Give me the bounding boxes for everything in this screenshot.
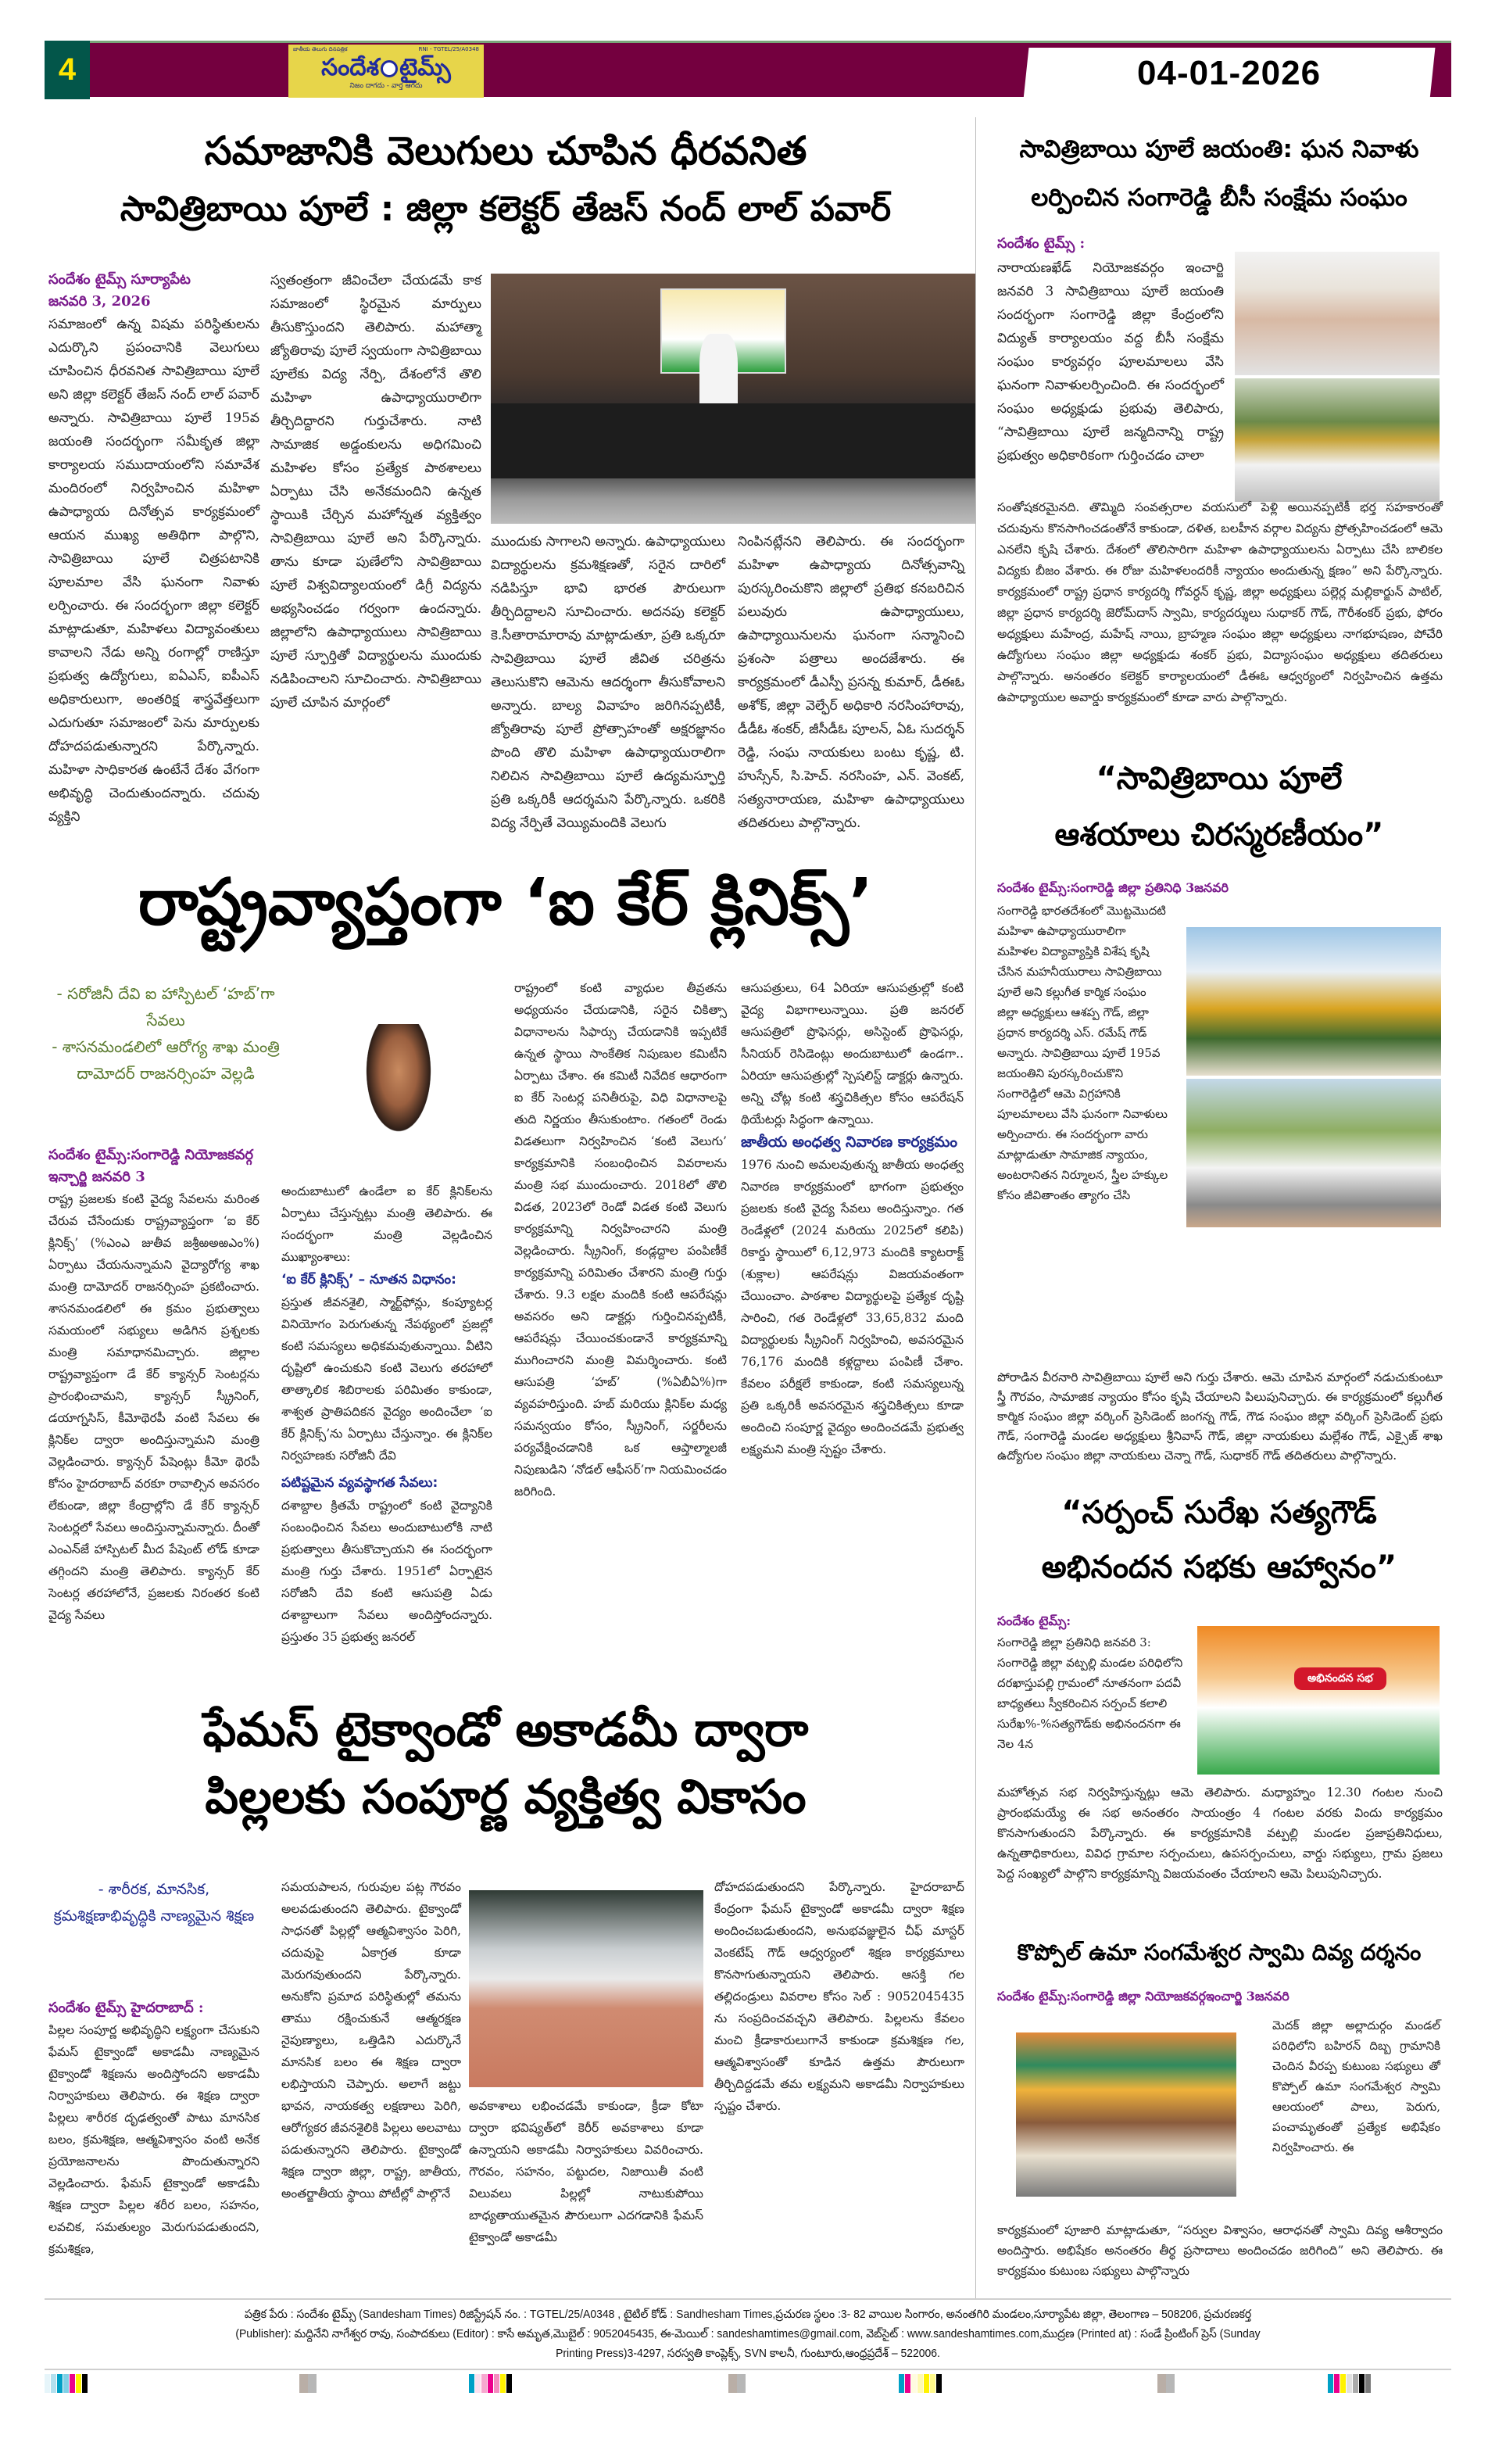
headline-line-1: “సర్పంచ్ సురేఖ సత్యగౌడ్ (1061, 1495, 1377, 1531)
eye-care-col-1 (48, 1144, 259, 1649)
article-body: దోహదపడుతుందని పేర్కొన్నారు. హైదరాబాద్ కేంద్రంగా ఫేమస్ టైక్వాండో అకాడమీ ద్వారా శిక్షణ అందించబడుతుందని, అనుభవజ్ఞులైన చీఫ్ మాస్టర్ వెంకటేష్ గౌడ్ ఆధ్వర్యంలో శిక్షణ కార్యక్రమాలు కొనసాగుతున్నాయని తెలిపారు. ఆసక్తి గల తల్లిదండ్రులు వివరాల కోసం సెల్ : 9052045435 ను సంప్రదించవచ్చని తెలిపారు. పిల్లలను కేవలం మంచి క్రీడాకారులుగానే కాకుండా క్రమశిక్షణ గల, ఆత్మవిశ్వాసంతో కూడిన ఉత్తమ పౌరులుగా తీర్చిదిద్దడమే తమ లక్ష్యమని అకాడమీ నిర్వాహకులు స్పష్టం చేశారు. (714, 1880, 964, 2113)
abhinandana-sabha-flyer (1197, 1626, 1440, 1775)
subhead: - సరోజినీ దేవి ఐ హాస్పిటల్ ‘హబ్’గా సేవలు (56, 984, 275, 1030)
dateline: సందేశం టైమ్స్:సంగారెడ్డి నియోజకవర్గ ఇన్చార్జి జనవరి 3 (48, 1147, 254, 1185)
print-color-bar (469, 2374, 513, 2393)
article-sarpanch-side (997, 1632, 1185, 1789)
headline-eye-care-clinics: రాష్ట్రవ్యాప్తంగా ‘ఐ కేర్ క్లినిక్స్’ (138, 865, 874, 940)
taekwondo-training-photo (469, 1890, 703, 2087)
article-body: అందుబాటులో ఉండేలా ఐ కేర్ క్లినిక్‌లను ఏర్పాటు చేస్తున్నట్లు మంత్రి తెలిపారు. ఈ సందర్భంగా మంత్రి వెల్లడించిన ముఖ్యాంశాలు: (281, 1184, 492, 1264)
newspaper-logo[interactable] (288, 45, 484, 98)
eye-care-col-2 (281, 1180, 492, 1644)
footer-divider (45, 2298, 1451, 2300)
headline-line-1: ఫేమస్ టైక్వాండో అకాడమీ ద్వారా (202, 1703, 809, 1757)
article-body: సంగారెడ్డి జిల్లా ప్రతినిధి జనవరి 3: సంగారెడ్డి జిల్లా వట్పల్లి మండల పరిధిలోని దరఖాస్తుపల్లి గ్రామంలో నూతనంగా పదవీ బాధ్యతలు స్వీకరించిన సర్పంచ్ కలాలి సురేఖ%-%సత్యగౌడ్‌కు అభినందనగా ఈ నెల 4న (997, 1635, 1183, 1751)
article-body: పిల్లల సంపూర్ణ అభివృద్ధిని లక్ష్యంగా చేసుకుని ఫేమస్ టైక్వాండో అకాడమీ నాణ్యమైన టైక్వాండో శిక్షణను అందిస్తోందని అకాడమీ నిర్వాహకులు తెలిపారు. ఈ శిక్షణ ద్వారా పిల్లలు శారీరక దృఢత్వంతో పాటు మానసిక బలం, క్రమశిక్షణ, ఆత్మవిశ్వాసం వంటి అనేక ప్రయోజనాలను పొందుతున్నారని వెల్లడించారు. ఫేమస్ టైక్వాండో అకాడమీ శిక్షణ ద్వారా పిల్లల శరీర బలం, సహనం, లవచిక, సమతుల్యం మెరుగుపడుతుందని, క్రమశిక్షణ, (48, 2023, 259, 2256)
article-body: సంతోషకరమైనది. తొమ్మిది సంవత్సరాల వయసులో పెళ్లి అయినప్పటికీ భర్త సహకారంతో చదువును కొనసాగించడంతోనే కాకుండా, దళిత, బలహీన వర్గాల విద్యను ప్రోత్సహించడంలో ఆమె ఎనలేని కృషి చేశారు. దేశంలో తొలిసారిగా మహిళా ఉపాధ్యాయులను ఏర్పాటు చేసి బాలికల విద్యకు బీజం వేశారు. ఈ రోజు మహిళలందరికీ న్యాయం అందుతున్న క్షణం” అని పేర్కొన్నారు. కార్యక్రమంలో రాష్ట్ర ప్రధాన కార్యదర్శి గోవర్ధన్ కృష్ణ, జిల్లా అధ్యక్షులు పల్లెర్ల మల్లికార్జున్ పాటిల్, జిల్లా ప్రధాన కార్యదర్శి జెరోమ్‌దాస్ స్వామి, కార్యదర్శులు సుధాకర్ గౌడ్, గౌరీశంకర్ ప్రభు, ఫోరం అధ్యక్షులు మహేంద్ర, మహేష్ నాయి, బ్రాహ్మణ సంఘం జిల్లా అధ్యక్షులు నాగభూషణం, పోచేరి ఉద్యోగులు సంఘం జిల్లా అధ్యక్షుడు శంకర్ ప్రభు, విద్యాసంఘం అధ్యక్షులు తదితరులు పాల్గొన్నారు. అనంతరం కలెక్టర్ కార్యాలయంలో డీఈఓ ఆధ్వర్యంలో నిర్వహించిన ఉత్తమ ఉపాధ్యాయుల అవార్డు కార్యక్రమంలో కూడా వారు పాల్గొన్నారు. (997, 500, 1443, 704)
article-temple-full (997, 2220, 1443, 2283)
article-body: ఆసుపత్రులు, 64 ఏరియా ఆసుపత్రుల్లో కంటి వైద్య విభాగాలున్నాయి. ప్రతి జనరల్ ఆసుపత్రిలో ప్రొఫెసర్లు, అసిస్టెంట్ ప్రొఫెసర్లు, సీనియర్ రెసిడెంట్లు అందుబాటులో ఉండగా.. ఏరియా ఆసుపత్రుల్లో స్పెషలిస్ట్ డాక్టర్లు ఉన్నారు. అన్ని చోట్ల కంటి శస్త్రచికిత్సల కోసం ఆపరేషన్ థియేటర్లు సిద్ధంగా ఉన్నాయి. (741, 981, 964, 1126)
imprint-line: Printing Press)3-4297, సరస్వతి కాంప్లెక్స్, SVN కాలనీ, గుంటూరు,ఆంధ్రప్రదేశ్ – 522006. (556, 2347, 940, 2360)
dateline: సందేశం టైమ్స్ : (997, 235, 1086, 252)
subhead: - శారీరక, మానసిక, క్రమశిక్షణాభివృద్ధికి నాణ్యమైన శిక్షణ (53, 1881, 255, 1925)
headline-line-2: పిల్లలకు సంపూర్ణ వ్యక్తిత్వ వికాసం (205, 1770, 807, 1825)
imprint-line: (Publisher): మద్దినేని నాగేశ్వర రావు, సంపాదకులు (Editor) : కాసే అమృత,మొబైల్ : 9052045435, ఈ-మెయిల్ : sandeshamtimes@gmail.com, వెబ్‌సైట్ : www.sandeshamtimes.com,ముద్రణ (Printed at) : సండే ప్రింటింగ్ ప్రెస్ (Sunday (235, 2327, 1261, 2340)
article-body: మెదక్ జిల్లా అల్లాదుర్గం మండల్ పరిధిలోని బహిరన్ దిబ్బ గ్రామానికి చెందిన వీరప్ప కుటుంబ సభ్యులు తో కొప్పోల్ ఉమా సంగమేశ్వర స్వామి ఆలయంలో పాలు, పెరుగు, పంచామృతంతో ప్రత్యేక అభిషేకం నిర్వహించారు. ఈ (1272, 2018, 1440, 2154)
issue-date-box (1024, 48, 1436, 99)
taekwondo-col-4 (714, 1876, 964, 2290)
dateline: సందేశం టైమ్స్ హైదరాబాద్ : (48, 2000, 204, 2016)
article-bc-sangham-side (997, 256, 1224, 491)
print-color-bar (1328, 2374, 1372, 2393)
savitribai-statue-garland-photo (1186, 927, 1441, 1076)
article-bc-sangham-full (997, 497, 1443, 732)
article-body: మహోత్సవ సభ నిర్వహిస్తున్నట్లు ఆమె తెలిపారు. మధ్యాహ్నం 12.30 గంటల నుంచి ప్రారంభమయ్యే ఈ సభ అనంతరం సాయంత్రం 4 గంటల వరకు విందు కార్యక్రమం కొనసాగుతుందని పేర్కొన్నారు. ఈ కార్యక్రమానికి వట్పల్లి మండల ప్రజాప్రతినిధులు, ఉన్నతాధికారులు, వివిధ గ్రామాల సర్పంచులు, ఉపసర్పంచులు, వార్డు సభ్యులు, గ్రామ ప్రజలు పెద్ద సంఖ్యలో పాల్గొని కార్యక్రమాన్ని విజయవంతం చేయాలని ఆమె పిలుపునిచ్చారు. (997, 1785, 1443, 1881)
dateline: సందేశం టైమ్స్: (997, 1613, 1071, 1628)
article-body: స్వతంత్రంగా జీవించేలా చేయడమే కాక సమాజంలో స్థిరమైన మార్పులు తీసుకొస్తుందని తెలిపారు. మహాత్మా జ్యోతిరావు పూలే స్వయంగా సావిత్రిబాయి పూలేకు విద్య నేర్పి, దేశంలోనే తొలి మహిళా ఉపాధ్యాయురాలిగా తీర్చిదిద్దారని గుర్తుచేశారు. నాటి సామాజిక అడ్డంకులను అధిగమించి మహిళల కోసం ప్రత్యేక పాఠశాలలు ఏర్పాటు చేసి అనేకమందిని ఉన్నత స్థాయికి చేర్చిన మహోన్నత వ్యక్తిత్వం సావిత్రిబాయి పూలే అని పేర్కొన్నారు. తాను కూడా పుణేలోని సావిత్రిబాయి పూలే విశ్వవిద్యాలయంలో డిగ్రీ విద్యను అభ్యసించడం గర్వంగా ఉందన్నారు. జిల్లాలోని ఉపాధ్యాయులు సావిత్రిబాయి పూలే స్ఫూర్తితో విద్యార్థులను ముందుకు నడిపించాలని సూచించారు. సావిత్రిబాయి పూలే చూపిన మార్గంలో (270, 273, 481, 711)
article-body: రాష్ట్రంలో కంటి వ్యాధుల తీవ్రతను అధ్యయనం చేయడానికి, సరైన చికిత్సా విధానాలను సిఫార్సు చేయడానికి ఇప్పటికే ఉన్నత స్థాయి సాంకేతిక నిపుణుల కమిటీని ఏర్పాటు చేశాం. ఈ కమిటీ నివేదిక ఆధారంగా ఐ కేర్ సెంటర్ల పనితీరుపై, విధి విధానాలపై తుది నిర్ణయం తీసుకుంటాం. గతంలో రెండు విడతలుగా నిర్వహించిన ‘కంటి వెలుగు’ కార్యక్రమానికి సంబంధించిన వివరాలను మంత్రి సభ ముందుంచారు. 2018లో తొలి విడత, 2023లో రెండో విడత కంటి వెలుగు కార్యక్రమాన్ని నిర్వహించారని మంత్రి వెల్లడించారు. స్క్రీనింగ్, కండ్లద్దాల పంపిణీకే కార్యక్రమాన్ని పరిమితం చేశారని మంత్రి గుర్తు చేశారు. 9.3 లక్షల మందికి కంటి ఆపరేషన్లు అవసరం అని డాక్టర్లు గుర్తించినప్పటికీ, ఆపరేషన్లు చేయించకుండానే కార్యక్రమాన్ని ముగించారని మంత్రి విమర్శించారు. కంటి ఆసుపత్రి ‘హబ్’ (%ఏబీఏ%)గా వ్యవహరిస్తుంది. హబ్ మరియు క్లినిక్‌ల మధ్య సమన్వయం కోసం, స్క్రీనింగ్, సర్జరీలను పర్యవేక్షించడానికి ఒక ఆప్తాల్మాలజీ నిపుణుడిని ‘నోడల్ ఆఫీసర్’గా నియమించడం జరిగింది. (514, 981, 727, 1499)
article-body: పోరాడిన వీరనారి సావిత్రిబాయి పూలే అని గుర్తు చేశారు. ఆమె చూపిన మార్గంలో నడుచుకుంటూ స్త్రీ గౌరవం, సామాజిక న్యాయం కోసం కృషి చేయాలని పిలుపునిచ్చారు. ఈ కార్యక్రమంలో కల్లుగీత కార్మిక సంఘం జిల్లా వర్కింగ్ ప్రెసిడెంట్ జంగన్న గౌడ్, గౌడ సంఘం జిల్లా వర్కింగ్ ప్రెసిడెంట్ ప్రభు గౌడ్, సంగారెడ్డి మండల అధ్యక్షులు శ్రీనివాస్ గౌడ్, జిల్లా నాయకులు మల్లేశం గౌడ్, ఎక్సైజ్ శాఖ ఉద్యోగుల సంఘం జిల్లా నాయకులు చెన్నా గౌడ్, సుధాకర్ గౌడ్ తదితరులు పాల్గొన్నారు. (997, 1370, 1443, 1463)
article-body: ముందుకు సాగాలని అన్నారు. ఉపాధ్యాయులు విద్యార్థులను క్రమశిక్షణతో, సరైన దారిలో నడిపిస్తూ భావి భారత పౌరులుగా తీర్చిదిద్దాలని సూచించారు. అదనపు కలెక్టర్ కె.సీతారామారావు మాట్లాడుతూ, ప్రతి ఒక్కరూ సావిత్రిబాయి పూలే జీవిత చరిత్రను తెలుసుకొని ఆమెను ఆదర్శంగా తీసుకోవాలని అన్నారు. బాల్య వివాహం జరిగినప్పటికీ, జ్యోతిరావు పూలే ప్రోత్సాహంతో అక్షరజ్ఞానం పొంది తొలి మహిళా ఉపాధ్యాయురాలిగా నిలిచిన సావిత్రిబాయి పూలే ఉద్యమస్ఫూర్తి ప్రతి ఒక్కరికీ ఆదర్శమని పేర్కొన్నారు. ఒకరికి విద్య నేర్పితే వెయ్యిమందికి వెలుగు (491, 534, 725, 831)
article-savitribai-col-2 (270, 269, 481, 871)
print-color-bar (45, 2374, 88, 2393)
headline-sarpanch (985, 1485, 1454, 1595)
logo-subtitle: జాతీయ తెలుగు దినపత్రిక (293, 46, 348, 52)
print-gray-patch (728, 2374, 746, 2393)
headline-savitribai-collector-1: సమాజానికి వెలుగులు చూపిన ధీరవనిత (204, 128, 807, 174)
logo-rni-number: RNI - TGTEL/25/A0348 (418, 46, 479, 52)
print-gray-patch (1157, 2374, 1175, 2393)
article-body: సంగారెడ్డి భారతదేశంలో మొట్టమొదటి మహిళా ఉపాధ్యాయురాలిగా మహిళల విద్యావ్యాప్తికి విశేష కృషి చేసిన మహనీయురాలు సావిత్రిబాయి పూలే అని కల్లుగీత కార్మిక సంఘం జిల్లా అధ్యక్షులు ఆశప్ప గౌడ్, జిల్లా ప్రధాన కార్యదర్శి ఎస్. రమేష్ గౌడ్ అన్నారు. సావిత్రిబాయి పూలే 195వ జయంతిని పురస్కరించుకొని సంగారెడ్డిలో ఆమె విగ్రహానికి పూలమాలలు వేసి ఘనంగా నివాళులు అర్పించారు. ఈ సందర్భంగా వారు మాట్లాడుతూ సామాజిక న్యాయం, అంటరానితన నిర్మూలన, స్త్రీల హక్కుల కోసం జీవితాంతం త్యాగం చేసి (997, 904, 1168, 1202)
article-ideals-full (997, 1368, 1443, 1485)
article-body: సమాజంలో ఉన్న విషమ పరిస్థితులను ఎదుర్కొని ప్రపంచానికి వెలుగులు చూపించిన ధీరవనిత సావిత్రిబాయి పూలే అని జిల్లా కలెక్టర్ తేజస్ నంద్ లాల్ పవార్ అన్నారు. సావిత్రిబాయి పూలే 195వ జయంతి సందర్భంగా సమీకృత జిల్లా కార్యాలయ సముదాయంలోని సమావేశ మందిరంలో నిర్వహించిన మహిళా ఉపాధ్యాయ దినోత్సవ కార్యక్రమంలో ఆయన ముఖ్య అతిథిగా పాల్గొని, సావిత్రిబాయి పూలే చిత్రపటానికి పూలమాల వేసి ఘనంగా నివాళు లర్పించారు. ఈ సందర్భంగా జిల్లా కలెక్టర్ మాట్లాడుతూ, మహిళలు విద్యావంతులు కావాలని నేడు అన్ని రంగాల్లో రాణిస్తూ ప్రభుత్వ ఉద్యోగులు, ఐఏఎస్, ఐపీఎస్ అధికారులుగా, అంతరిక్ష శాస్త్రవేత్తలుగా ఎదుగుతూ సమాజంలో పెను మార్పులకు దోహదపడుతున్నారని పేర్కొన్నారు. మహిళా సాధికారత ఉంటేనే దేశం వేగంగా అభివృద్ధి చెందుతుందన్నారు. చదువు వ్యక్తిని (48, 317, 259, 825)
headline-line-2: లర్పించిన సంగారెడ్డి బీసీ సంక్షేమ సంఘం (1031, 184, 1408, 212)
eye-care-subheads (48, 980, 283, 1087)
bc-sangham-statue-photo (1235, 378, 1440, 502)
print-color-bar (899, 2374, 943, 2393)
article-body: సమయపాలన, గురువుల పట్ల గౌరవం అలవడుతుందని తెలిపారు. టైక్వాండో సాధనతో పిల్లల్లో ఆత్మవిశ్వాసం పెరిగి, చదువుపై ఏకాగ్రత కూడా మెరుగవుతుందని పేర్కొన్నారు. అనుకోని ప్రమాద పరిస్థితుల్లో తమను తాము రక్షించుకునే ఆత్మరక్షణ నైపుణ్యాలు, ఒత్తిడిని ఎదుర్కొనే మానసిక బలం ఈ శిక్షణ ద్వారా లభిస్తాయని చెప్పారు. అలాగే జట్టు భావన, నాయకత్వ లక్షణాలు పెరిగి, ఆరోగ్యకర జీవనశైలికి పిల్లలు అలవాటు పడుతున్నారని తెలిపారు. టైక్వాండో శిక్షణ ద్వారా జిల్లా, రాష్ట్ర, జాతీయ, అంతర్జాతీయ స్థాయి పోటీల్లో పాల్గొనే (281, 1880, 461, 2201)
masthead (45, 41, 1451, 97)
dateline: సందేశం టైమ్స్:సంగారెడ్డి జిల్లా ప్రతినిధి 3జనవరి (997, 880, 1229, 895)
subhead: - శాసనమండలిలో ఆరోగ్య శాఖ మంత్రి దామోదర్ రాజనర్సింహ వెల్లడి (52, 1037, 280, 1083)
headline-taekwondo (45, 1696, 967, 1831)
taekwondo-col-1 (48, 1997, 259, 2301)
column-divider (975, 117, 976, 2298)
issue-date: 04-01-2026 (1137, 54, 1322, 92)
print-gray-patch (299, 2374, 317, 2393)
taekwondo-subhead (48, 1876, 259, 1929)
collector-meeting-photo (491, 274, 975, 524)
article-ideals-side (997, 901, 1169, 1370)
taekwondo-col-2 (281, 1876, 461, 2290)
headline-bc-sangham (985, 125, 1454, 222)
dateline-date: జనవరి 3, 2026 (48, 293, 151, 310)
imprint (94, 2305, 1402, 2363)
article-body: కార్యక్రమంలో పూజారి మాట్లాడుతూ, “సర్వుల విశ్వాసం, ఆరాధనతో స్వామి దివ్య ఆశీర్వాదం అందిస్తారు. అభిషేకం అనంతరం తీర్థ ప్రసాదాలు అందించడం జరిగింది” అని తెలిపారు. ఈ కార్యక్రమం కుటుంబ సభ్యులు పాల్గొన్నారు (997, 2223, 1443, 2278)
taekwondo-col-3 (469, 2095, 703, 2290)
inline-subhead: జాతీయ అంధత్వ నివారణ కార్యక్రమం (741, 1134, 957, 1151)
eye-care-col-4 (741, 977, 964, 1560)
article-savitribai-col-4 (738, 530, 964, 831)
headline-line-1: సావిత్రిబాయి పూలే జయంతి: ఘన నివాళు (1019, 135, 1419, 163)
logo-name-left: సందేశ (321, 54, 380, 81)
clock-icon (381, 60, 398, 77)
headline-line-2: ఆశయాలు చిరస్మరణీయం” (1054, 817, 1384, 853)
inline-subhead: ‘ఐ కేర్ క్లినిక్స్’ – నూతన విధానం: (281, 1272, 456, 1288)
headline-line-2: అభినందన సభకు ఆహ్వానం” (1041, 1549, 1397, 1585)
article-savitribai-col-1 (48, 269, 259, 871)
page-number: 4 (45, 41, 90, 99)
dais-table (491, 403, 975, 478)
logo-name-right: టైమ్స్ (399, 54, 451, 81)
footer-divider (45, 2369, 1451, 2370)
dateline: సందేశం టైమ్స్ సూర్యాపేట (48, 271, 191, 288)
kallugeetha-members-photo (1186, 1079, 1441, 1227)
imprint-line: పత్రిక పేరు : సందేశం టైమ్స్ (Sandesham Times) రిజిస్ట్రేషన్ నం. : TGTEL/25/A0348 , టైటిల్ కోడ్ : Sandhesham Times,ప్రచురణ స్థలం :3- 82 వాయిల సింగారం, అనంతగిరి మండలం,సూర్యాపేట జిల్లా, తెలంగాణ – 508206, ప్రచురణకర్త (244, 2308, 1252, 2321)
article-body: నారాయణఖేడ్ నియోజకవర్గం ఇంచార్జి జనవరి 3 సావిత్రిబాయి పూలే జయంతి సందర్భంగా సంగారెడ్డి జిల్లా కేంద్రంలోని విద్యుత్ కార్యాలయం వద్ద బీసీ సంక్షేమ సంఘం కార్యవర్గం పూలమాలలు వేసి ఘనంగా నివాళులర్పించింది. ఈ సందర్భంలో సంఘం అధ్యక్షుడు ప్రభువు తెలిపారు, “సావిత్రిబాయి పూలే జన్మదినాన్ని రాష్ట్ర ప్రభుత్వం అధికారికంగా గుర్తించడం చాలా (997, 260, 1224, 464)
minister-portrait-photo (361, 1024, 436, 1141)
flyer-title: అభినందన సభ (1294, 1667, 1386, 1690)
bc-sangham-group-photo (1235, 252, 1440, 375)
inline-subhead: పటిష్టమైన వ్యవస్థాగత సేవలు: (281, 1475, 438, 1491)
headline-savitribai-ideals (985, 750, 1454, 863)
logo-tagline: నిజం దాగదు - వార్త ఆగదు (349, 82, 423, 90)
article-body: దశాబ్దాల క్రితమే రాష్ట్రంలో కంటి వైద్యానికి సంబంధించిన సేవలు అందుబాటులోకి నాటి ప్రభుత్వాలు తీసుకొచ్చాయని ఈ సందర్భంగా మంత్రి గుర్తు చేశారు. 1951లో ఏర్పాటైన సరోజినీ దేవి కంటి ఆసుపత్రి ఏడు దశాబ్దాలుగా సేవలు అందిస్తోందన్నారు. ప్రస్తుతం 35 ప్రభుత్వ జనరల్ (281, 1499, 492, 1644)
article-body: రాష్ట్ర ప్రజలకు కంటి వైద్య సేవలను మరింత చేరువ చేసేందుకు రాష్ట్రవ్యాప్తంగా ‘ఐ కేర్ క్లినిక్స్’ (%ఎం‌ఎ జుతీవ జశ్రీఱఅఱఎం%) ఏర్పాటు చేయనున్నామని వైద్యారోగ్య శాఖ మంత్రి దామోదర్ రాజనర్సింహ ప్రకటించారు. శాసనమండలిలో ఈ క్రమం ప్రభుత్వాలు సమయంలో సభ్యులు అడిగిన ప్రశ్నలకు మంత్రి సమాధానమిచ్చారు. జిల్లాల రాష్ట్రవ్యాప్తంగా డే కేర్ క్యాన్సర్ సెంటర్లను ప్రారంభించామని, క్యాన్సర్ స్క్రీనింగ్, డయాగ్నసిస్, కీమోథెరపీ వంటి సేవలు ఈ క్లినిక్‌ల ద్వారా అందిస్తున్నామని మంత్రి వెల్లడించారు. క్యాన్సర్ పేషెంట్లు కీమో థెరపీ కోసం హైదరాబాద్ వరకూ రావాల్సిన అవసరం లేకుండా, జిల్లా కేంద్రాల్లోని డే కేర్ క్యాన్సర్ సెంటర్లలో సేవలు అందిస్తున్నామన్నారు. దీంతో ఎంఎన్‌జే హాస్పిటల్ మీద పేషెంట్ లోడ్ కూడా తగ్గిందని మంత్రి తెలిపారు. క్యాన్సర్ కేర్ సెంటర్ల తరహాలోనే, ప్రజలకు నిరంతర కంటి వైద్య సేవలు (48, 1192, 259, 1622)
article-temple-side (1272, 2015, 1440, 2219)
temple-darshan-photo (1016, 2032, 1236, 2197)
article-sarpanch-full (997, 1782, 1443, 1907)
headline-savitribai-collector-2: సావిత్రిబాయి పూలే : జిల్లా కలెక్టర్ తేజస్ నంద్ లాల్ పవార్ (120, 189, 892, 229)
dateline: సందేశం టైమ్స్:సంగారెడ్డి జిల్లా నియోజకవర్గఇంచార్జి 3జనవరి (997, 1989, 1289, 2004)
article-body: నింపినట్లేనని తెలిపారు. ఈ సందర్భంగా మహిళా ఉపాధ్యాయ దినోత్సవాన్ని పురస్కరించుకొని జిల్లాలో ప్రతిభ కనబరిచిన పలువురు ఉపాధ్యాయులు, ఉపాధ్యాయినులను ఘనంగా సన్మానించి ప్రశంసా పత్రాలు అందజేశారు. ఈ కార్యక్రమంలో డీఎస్పీ ప్రసన్న కుమార్, డీఈఓ అశోక్, జిల్లా వెల్ఫేర్ అధికారి నరసింహారావు, డీడీఓ శంకర్, జీసీడీఓ పూలన్, ఏఓ సుదర్శన్ రెడ్డి, సంఘ నాయకులు బంటు కృష్ణ, టి. హుస్సేన్, సి.హెచ్. నరసింహ, ఎన్. వెంకట్, సత్యనారాయణ, మహిళా ఉపాధ్యాయులు తదితరులు పాల్గొన్నారు. (738, 534, 964, 831)
article-body: ప్రస్తుత జీవనశైలి, స్మార్ట్‌ఫోన్లు, కంప్యూటర్ల వినియోగం పెరుగుతున్న నేపథ్యంలో ప్రజల్లో కంటి సమస్యలు అధికమవుతున్నాయి. వీటిని దృష్టిలో ఉంచుకుని కంటి వెలుగు తరహాలో తాత్కాలిక శిబిరాలకు పరిమితం కాకుండా, శాశ్వత ప్రాతిపదికన వైద్యం అందించేలా ‘ఐ కేర్ క్లినిక్స్’ను ఏర్పాటు చేస్తున్నాం. ఈ క్లినిక్‌ల నిర్వహణకు సరోజినీ దేవి (281, 1295, 492, 1463)
article-body: అవకాశాలు లభించడమే కాకుండా, క్రీడా కోటా ద్వారా భవిష్యత్‌లో కెరీర్ అవకాశాలు కూడా ఉన్నాయని అకాడమీ నిర్వాహకులు వివరించారు. గౌరవం, సహనం, పట్టుదల, నిజాయితీ వంటి విలువలు పిల్లల్లో నాటుకుపోయి బాధ్యతాయుతమైన పౌరులుగా ఎదగడానికి ఫేమస్ టైక్వాండో అకాడమీ (469, 2099, 703, 2244)
article-body: 1976 నుంచి అమలవుతున్న జాతీయ అంధత్వ నివారణ కార్యక్రమంలో భాగంగా ప్రభుత్వం ప్రజలకు కంటి వైద్య సేవలు అందిస్తున్నాం. గత రెండేళ్లలో (2024 మరియు 2025లో కలిపి) రికార్డు స్థాయిలో 6,12,973 మందికి క్యాటరాక్ట్ (శుక్లాల) ఆపరేషన్లు విజయవంతంగా చేయించాం. పాఠశాల విద్యార్థులపై ప్రత్యేక దృష్టి సారించి, గత రెండేళ్లలో 33,65,832 మంది విద్యార్థులకు స్క్రీనింగ్ నిర్వహించి, అవసరమైన 76,176 మందికి కళ్లద్దాలు పంపిణీ చేశాం. కేవలం పరీక్షలే కాకుండా, కంటి సమస్యలున్న ప్రతి ఒక్కరికీ అవసరమైన శస్త్రచికిత్సలు కూడా అందించి సంపూర్ణ వైద్యం అందించడమే ప్రభుత్వ లక్ష్యమని మంత్రి స్పష్టం చేశారు. (741, 1158, 964, 1456)
article-savitribai-col-3 (491, 530, 725, 831)
headline-line-1: “సావిత్రిబాయి పూలే (1096, 761, 1343, 797)
eye-care-col-3 (514, 977, 727, 1603)
headline-temple: కొప్పోల్ ఉమా సంగమేశ్వర స్వామి దివ్య దర్శనం (1017, 1939, 1422, 1965)
